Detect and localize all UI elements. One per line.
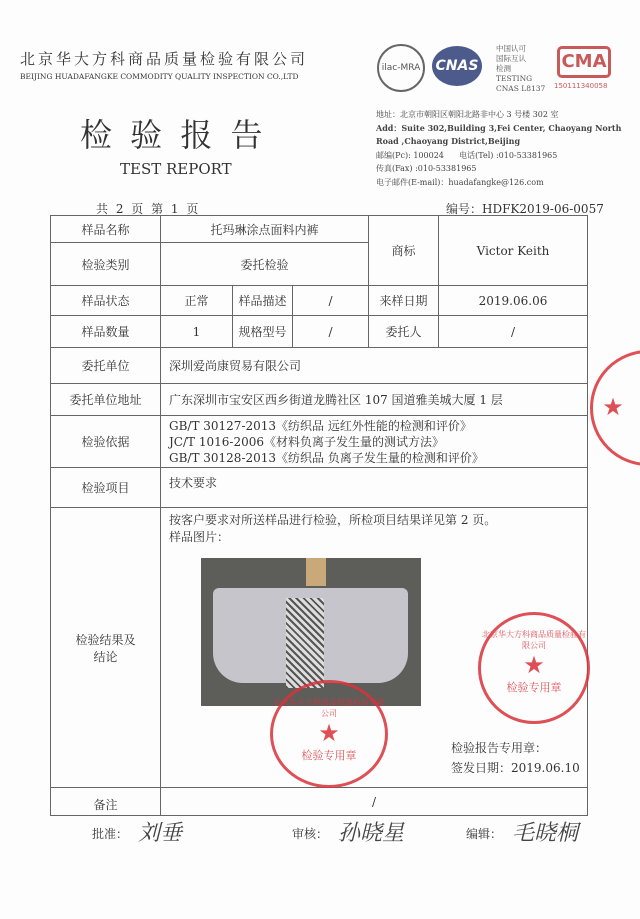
inspection-stamp: 北京华大方科商品质量检验有限公司 ★ 检验专用章 <box>270 680 388 788</box>
edit-label: 编辑： <box>466 827 503 841</box>
review-label: 审核： <box>292 827 329 841</box>
inspection-stamp-2: 北京华大方科商品质量检验有限公司 ★ 检验专用章 <box>478 612 590 724</box>
ilac-logo: ilac-MRA <box>377 44 425 92</box>
contact-block: 地址：北京市朝阳区朝阳北路非中心 3 号楼 302 室 Add：Suite 302,Building 3,Fei Center, Chaoyang North Road ,Chaoyang District,Beijing 邮编(Pc): 100024 电话(Tel) :010-53381965 传真(Fax) :010-53381965 电子邮件(E-mail)：huadafangke@126.com <box>376 110 622 187</box>
cnas-logo: CNAS <box>432 46 482 86</box>
company-name-en: BEIJING HUADAFANGKE COMMODITY QUALITY INSPECTION CO.,LTD <box>20 72 299 81</box>
title-en: TEST REPORT <box>120 160 232 178</box>
edit-signature: 毛晓桐 <box>512 821 579 846</box>
report-number: 编号：HDFK2019-06-0057 <box>446 202 604 216</box>
cnas-text: 中国认可 国际互认 检测 TESTING CNAS L8137 <box>496 44 546 93</box>
company-name-cn: 北京华大方科商品质量检验有限公司 <box>20 50 309 68</box>
approve-signature: 刘垂 <box>138 821 183 846</box>
title-cn: 检 验 报 告 <box>80 116 267 154</box>
cma-logo: CMA <box>557 46 611 78</box>
cma-number: 150111340058 <box>554 82 608 90</box>
report-table: 样品名称 托玛琳涂点面料内裤 商标 Victor Keith 检验类别 委托检验 样品状态 正常 样品描述 / 来样日期 2019.06.06 样品数量 1 规格型号 / 委托人 / 委托单位 深圳爱尚康贸易有限公司 委托单位地址 广东深圳市宝安区西乡街道龙腾社区 107 国道雅美城大厦 1 层 检验依据 GB/T 30127-2013《纺织品 远红外性能的检测和评价》 JC/T 1016-2006《材料负离子发生量的测试方法》 GB/T 30128-2013《纺织品 负离子发生量的检测和评价》 检验项目 技术要求 检验结果及结论 按客户要求对所送样品进行检验，所检项目结果详见第 2 页。 样品图片： 检验报告专用章： 签发日期：2019.06.10 备注 / <box>50 215 588 816</box>
approve-label: 批准： <box>92 827 129 841</box>
review-signature: 孙晓星 <box>338 821 405 846</box>
page-info: 共 2 页 第 1 页 <box>96 202 199 216</box>
edge-stamp: ★ <box>590 350 640 466</box>
